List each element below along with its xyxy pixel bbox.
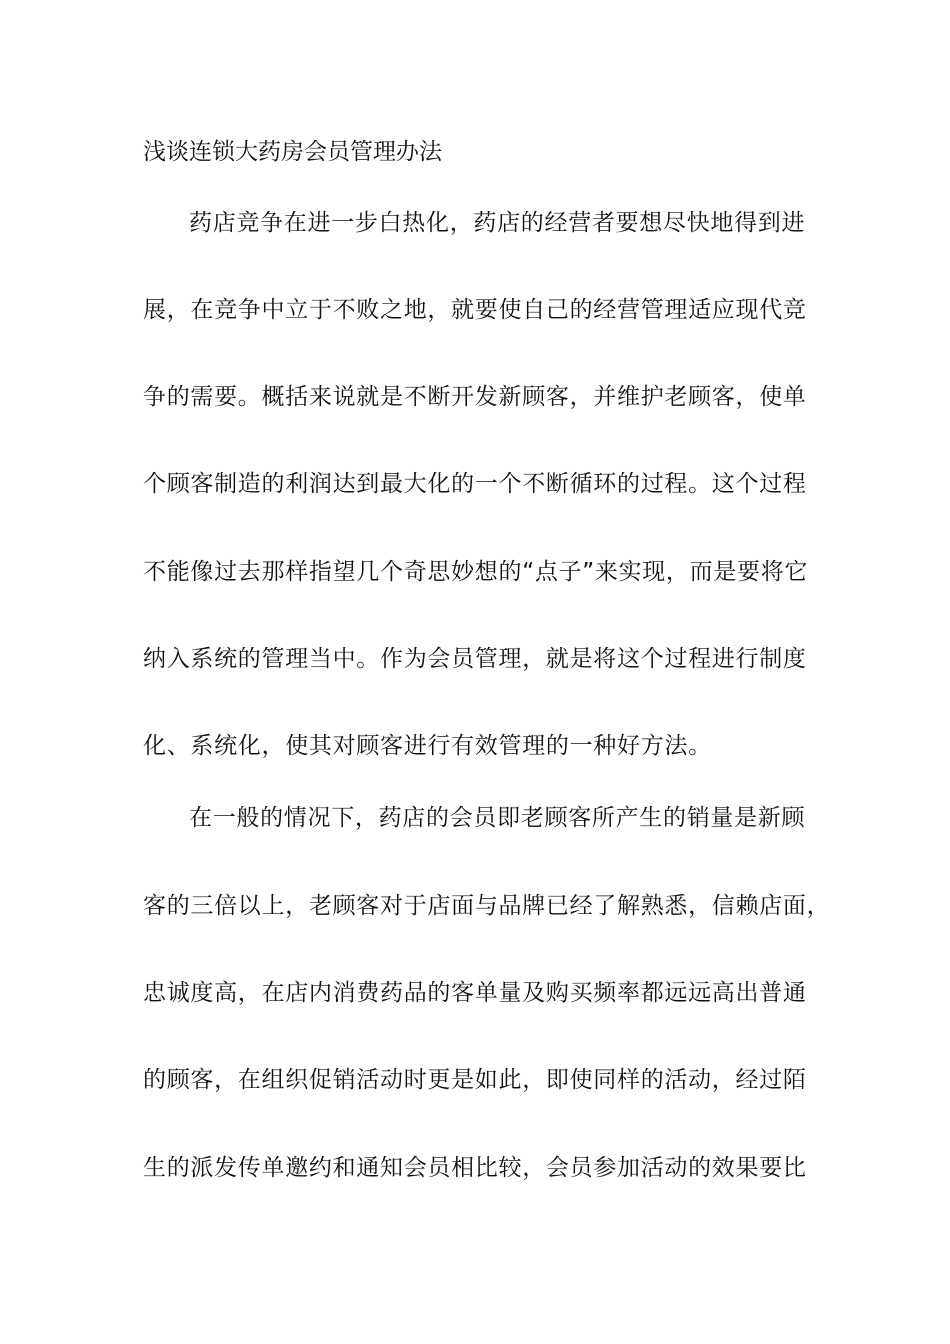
paragraph-line: 客的三倍以上，老顾客对于店面与品牌已经了解熟悉，信赖店面，: [143, 893, 831, 919]
paragraph-line: 药店竞争在进一步白热化，药店的经营者要想尽快地得到进: [189, 210, 806, 236]
paragraph-line: 争的需要。概括来说就是不断开发新顾客，并维护老顾客，使单: [143, 384, 807, 410]
paragraph-line: 不能像过去那样指望几个奇思妙想的“点子”来实现，而是要将它: [143, 559, 809, 585]
paragraph-line: 个顾客制造的利润达到最大化的一个不断循环的过程。这个过程: [143, 471, 807, 497]
paragraph-line: 化、系统化，使其对顾客进行有效管理的一种好方法。: [143, 733, 712, 759]
paragraph-line: 纳入系统的管理当中。作为会员管理，就是将这个过程进行制度: [143, 646, 807, 672]
paragraph-line: 的顾客，在组织促销活动时更是如此，即使同样的活动，经过陌: [143, 1067, 807, 1093]
paragraph-line: 忠诚度高，在店内消费药品的客单量及购买频率都远远高出普通: [143, 980, 807, 1006]
paragraph-line: 展，在竞争中立于不败之地，就要使自己的经营管理适应现代竞: [143, 297, 807, 323]
paragraph-line: 生的派发传单邀约和通知会员相比较，会员参加活动的效果要比: [143, 1155, 807, 1181]
paragraph-line: 在一般的情况下，药店的会员即老顾客所产生的销量是新顾: [189, 805, 806, 831]
document-title: 浅谈连锁大药房会员管理办法: [143, 139, 442, 165]
